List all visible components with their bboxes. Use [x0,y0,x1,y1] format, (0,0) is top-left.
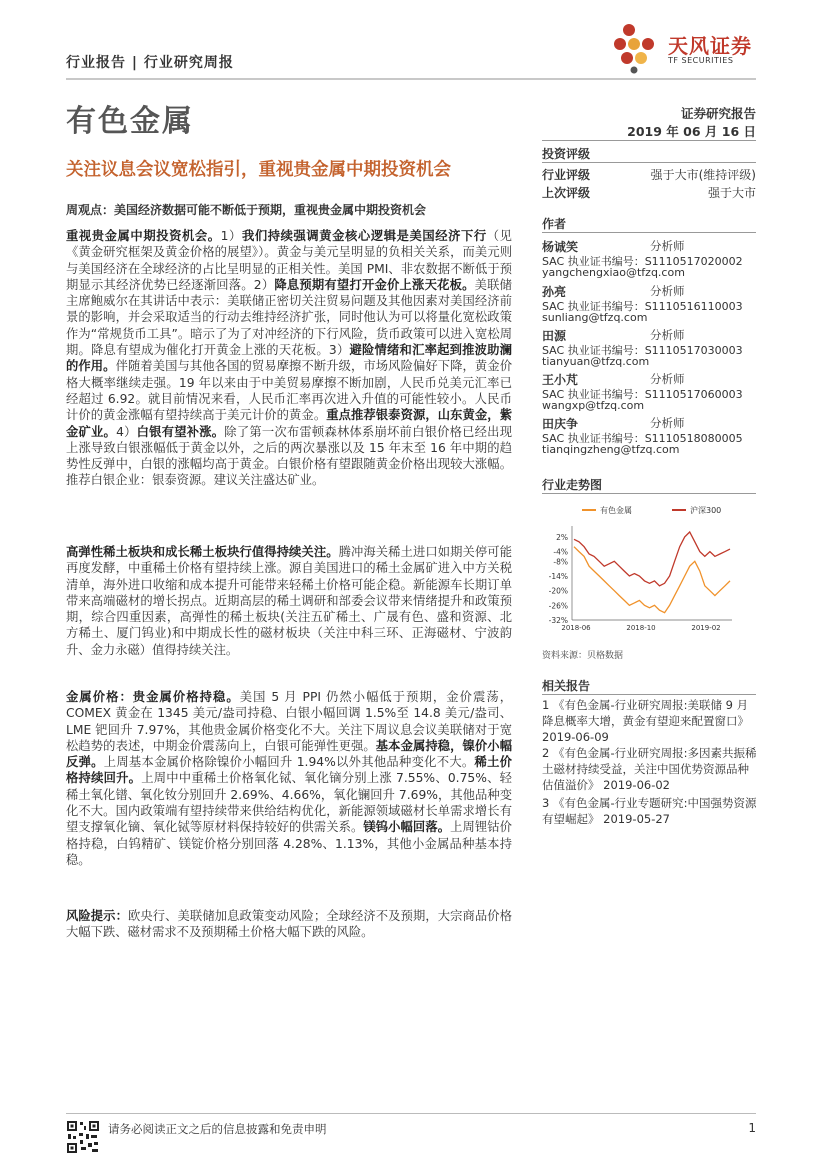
brand-subtitle: TF SECURITIES [668,56,734,65]
sidebar-divider [542,140,756,141]
paragraph-precious-metals [66,228,512,489]
p1-emph: 重点推荐银泰资源，山东黄金，紫金矿业。 [66,408,512,439]
report-title: 关注议息会议宽松指引，重视贵金属中期投资机会 [66,160,451,180]
p3-emph: 基本金属持稳，镍价小幅反弹。 [66,738,512,770]
author-sac: SAC 执业证书编号：S1110518080005 [542,432,743,445]
author-role: 分析师 [650,372,685,386]
sector-title: 有色金属 [66,104,194,139]
author-name: 田庆争 [542,417,579,431]
paragraph-risk [66,908,512,941]
p1-text: 除了第一次布雷顿森林体系崩坏前白银价格已经出现上涨导致白银涨幅低于黄金以外，之后的两次暴涨以及 15 年末至 16 年中期的趋势性反弹中，白银的涨幅均高于黄金。白银价格有望跟随黄金价格出现较大涨幅。推荐白银企业：银泰资源。建议关注盛达矿业。 [66,424,512,488]
p1-text: 1） [220,229,242,243]
p1-emph: 避险情绪和汇率起到推波助澜的作用。 [66,343,512,374]
author-role: 分析师 [650,284,685,298]
y-tick-label: -32% [548,616,568,625]
y-tick-label: 2% [556,532,568,542]
disclaimer-notice: 请务必阅读正文之后的信息披露和免责申明 [108,1122,327,1136]
p3-text: 上周锂钴价格持稳，白钨精矿、镁锭价格分别回落 4.28%、1.13%，其他小金属品种基本持稳。 [66,820,512,867]
author-role: 分析师 [650,416,685,430]
industry-trend-chart [542,498,758,638]
p3-text: 美国 5 月 PPI 仍然小幅低于预期，金价震荡，COMEX 黄金在 1345 美元/盎司持稳、白银小幅回调 1.5%至 14.8 美元/盎司、LME 钯回升 7.97%，其他贵金属价格变化不大。关注下周议息会议美联储对于宽松趋势的表述，中期金价震荡向上，白银可能弹性更强。 [66,690,512,753]
industry-rating-value: 强于大市(维持评级) [650,168,756,182]
author-name: 孙亮 [542,285,567,299]
page-number: 1 [748,1121,756,1135]
related-report[interactable]: 1 《有色金属-行业研究周报:美联储 9 月降息概率大增，黄金有望迎来配置窗口》 2019-06-09 [542,698,749,744]
p3-emph: 稀土价格持续回升。 [66,755,512,786]
series-line-csi300 [574,532,730,586]
author-email[interactable]: wangxp@tfzq.com [542,399,645,412]
rating-title: 投资评级 [542,147,591,161]
author-role: 分析师 [650,239,685,253]
author-email[interactable]: sunliang@tfzq.com [542,311,648,324]
author-sac: SAC 执业证书编号：S1110516110003 [542,300,743,313]
chart-source: 资料来源：贝格数据 [542,651,624,661]
author-sac: SAC 执业证书编号：S1110517060003 [542,388,743,401]
paragraph-metal-prices [66,689,512,868]
trend-divider [542,493,756,494]
report-category: 行业报告 | 行业研究周报 [66,55,234,71]
y-tick-label: -4% [553,547,568,557]
legend-label: 有色金属 [600,506,632,515]
author-name: 王小芃 [542,373,579,387]
author-name: 杨诚笑 [542,240,579,254]
p1-emph: 白银有望补涨。 [136,424,225,439]
legend-label: 沪深300 [690,506,722,515]
paragraph-rare-earth [66,544,512,658]
y-tick-label: -8% [553,557,568,567]
authors-divider [542,232,756,233]
author-sac: SAC 执业证书编号：S1110517020002 [542,255,743,268]
p4-lead: 风险提示： [66,909,128,923]
p1-text: 美联储主席鲍威尔在其讲话中表示：美联储正密切关注贸易问题及其他因素对美国经济前景的影响，并会采取适当的行动去维持经济扩张，同时他认为可以将量化宽松政策作为“常规货币工具”。暗示了为了对冲经济的下行风险，货币政策可以进入宽松周期。降息有望成为催化打开黄金上涨的天花板。3） [66,277,512,358]
related-report[interactable]: 2 《有色金属-行业研究周报:多因素共振稀土磁材持续受益，关注中国优势资源品种估值溢价》 2019-06-02 [542,746,757,792]
report-type: 证券研究报告 [680,106,756,121]
x-tick-label: 2018-10 [626,624,656,632]
trend-title: 行业走势图 [542,478,603,492]
related-divider [542,694,756,695]
y-tick-label: -20% [548,586,568,596]
series-line-nonferrous [574,547,730,613]
x-tick-label: 2018-06 [561,624,591,632]
p4-text: 欧央行、美联储加息政策变动风险；全球经济不及预期，大宗商品价格大幅下跌、磁材需求不及预期稀土价格大幅下跌的风险。 [66,909,512,940]
p3-text: 上周中中重稀土价格氧化铽、氧化镝分别上涨 7.55%、0.75%、轻稀土氧化镨、氧化钕分别回升 2.69%、4.66%，氧化镧回升 7.69%，其他品种变化不大。国内政策端有望持续带来供给结构优化，新能源领域磁材长单需求增长有望支撑氧化镝、氧化铽等原材料保持较好的供需关系。 [66,771,512,835]
p1-emph: 降息预期有望打开金价上涨天花板。 [274,277,475,292]
report-date: 2019 年 06 月 16 日 [627,124,756,139]
p1-emph: 我们持续强调黄金核心逻辑是美国经济下行 [241,229,487,243]
rating-divider [542,162,756,163]
p1-text: 4） [116,424,137,439]
p2-lead: 高弹性稀土板块和成长稀土板块行值得持续关注。 [66,545,339,559]
footer-divider [66,1113,756,1114]
weekly-view: 周观点：美国经济数据可能不断低于预期，重视贵金属中期投资机会 [66,203,427,217]
tf-logo-icon [612,22,664,74]
p1-lead: 重视贵金属中期投资机会。 [66,229,221,243]
p1-text: 伴随着美国与其他各国的贸易摩擦不断升级，市场风险偏好下降，黄金价格大概率继续走强。19 年以来由于中美贸易摩擦不断加剧，人民币兑美元汇率已经超过 6.92。就目前情况来看，人民币汇率再次进入升值的可能性较小。人民币计价的黄金涨幅有望持续高于美元计价的黄金。 [66,359,512,423]
p3-emph: 镁钨小幅回落。 [363,820,451,835]
p3-text: 上周基本金属价格除镍价小幅回升 1.94%以外其他品种变化不大。 [103,755,475,770]
author-name: 田源 [542,329,567,343]
industry-rating-label: 行业评级 [542,168,591,182]
previous-rating-label: 上次评级 [542,186,591,200]
author-role: 分析师 [650,328,685,342]
related-title: 相关报告 [542,679,591,693]
author-email[interactable]: tianqingzheng@tfzq.com [542,443,680,456]
author-email[interactable]: yangchengxiao@tfzq.com [542,266,685,279]
authors-title: 作者 [542,217,567,231]
x-tick-label: 2019-02 [691,624,721,632]
author-email[interactable]: tianyuan@tfzq.com [542,355,650,368]
author-sac: SAC 执业证书编号：S1110517030003 [542,344,743,357]
header-divider [66,78,756,80]
previous-rating-value: 强于大市 [707,186,756,200]
p3-lead: 金属价格：贵金属价格持稳。 [66,690,240,704]
p1-text: （见《黄金研究框架及黄金价格的展望》）。黄金与美元呈明显的负相关关系，而美元则与美国经济在全球经济的占比呈明显的正相关性。美国 PMI、非农数据不断低于预期显示其经济优势已经逐渐回落。2） [66,229,512,292]
y-tick-label: -26% [548,601,568,611]
qr-code-icon [66,1120,100,1154]
related-report[interactable]: 3 《有色金属-行业专题研究:中国强势资源有望崛起》 2019-05-27 [542,796,757,826]
y-tick-label: -14% [548,572,568,581]
p2-text: 腾冲海关稀土进口如期关停可能再度发酵，中重稀土价格有望持续上涨。源自美国进口的稀土金属矿进入中方关税清单，海外进口收缩和成本提升可能带来轻稀土价格可能企稳。新能源车长期订单带来高端磁材的增长拐点。近期高层的稀土调研和部委会议带来情绪提升和政策预期，综合四重因素，高弹性的稀土板块(关注五矿稀土、广晟有色、盛和资源、北方稀土、厦门钨业)和中期成长性的磁材板块（关注中科三环、正海磁材、宁波韵升、金力永磁）值得持续关注。 [66,545,512,657]
brand-name: 天风证券 [668,34,752,58]
